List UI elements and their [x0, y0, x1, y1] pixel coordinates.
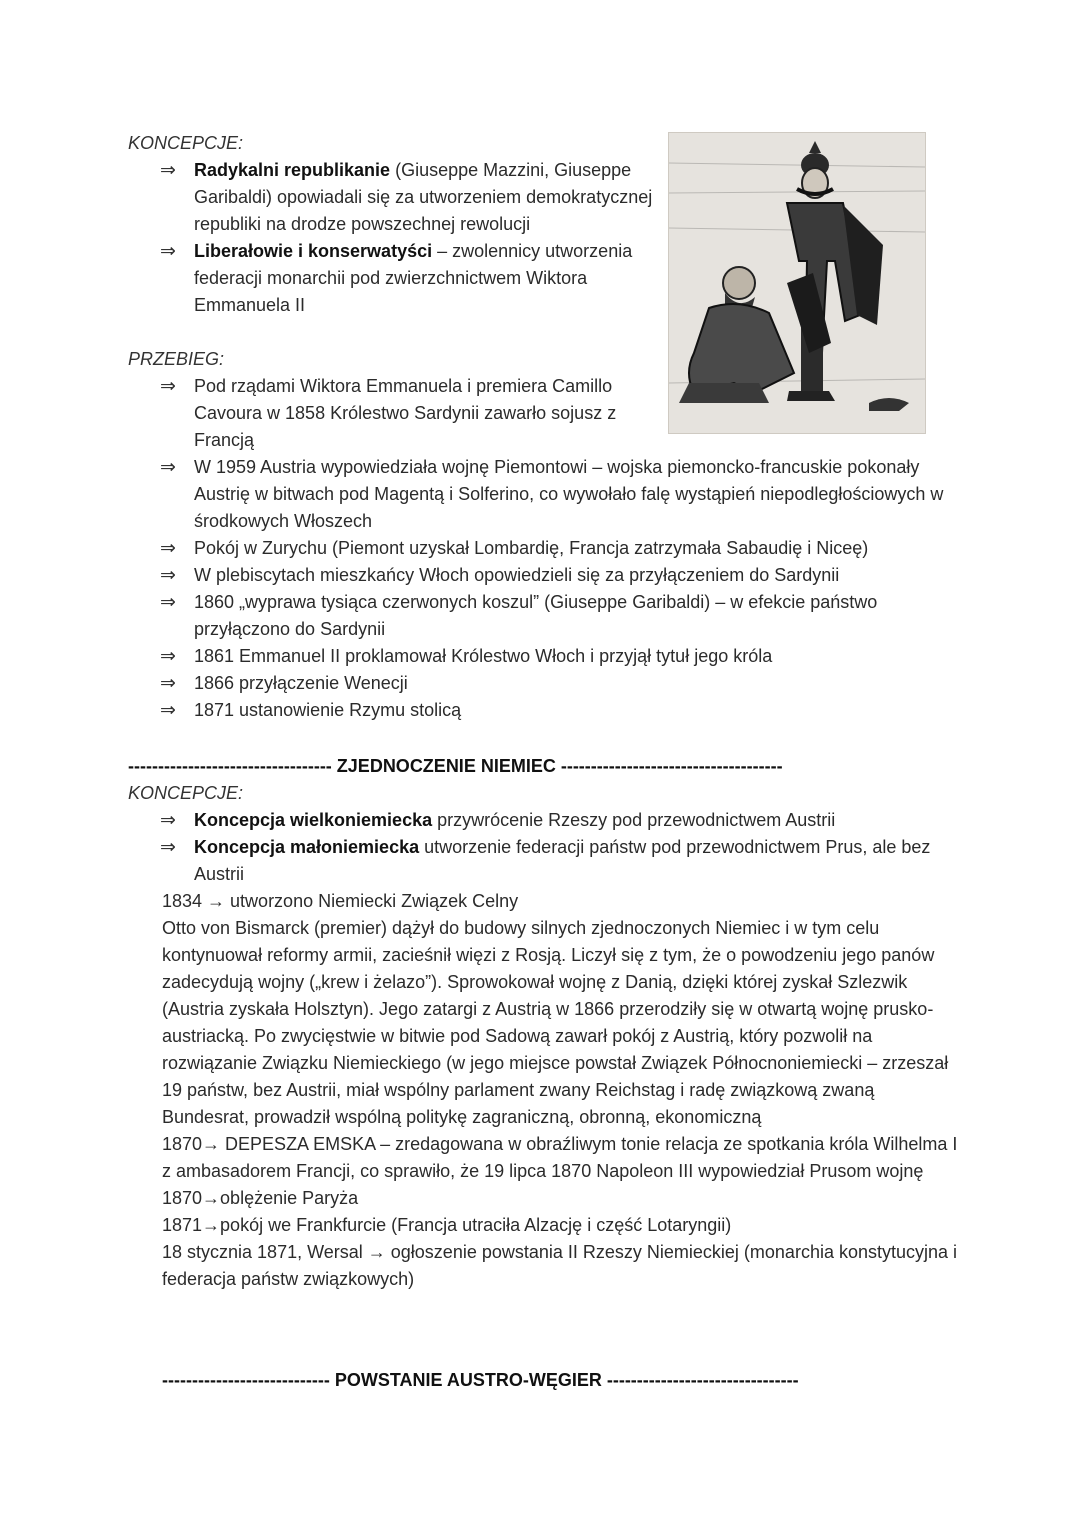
section-divider-austria-hungary: ---------------------------- POWSTANIE AUSTRO-WĘGIER -------------------------------- — [162, 1370, 799, 1390]
list-item-text: utworzenie federacji państw pod przewodnictwem Prus, ale bez Austrii — [194, 837, 931, 884]
double-arrow-icon: ⇒ — [160, 809, 176, 831]
cartoon-illustration — [668, 132, 926, 434]
list-item-text: 1866 przyłączenie Wenecji — [194, 673, 408, 693]
double-arrow-icon: ⇒ — [160, 537, 176, 559]
paragraph: 1870→ DEPESZA EMSKA – zredagowana w obraźliwym tonie relacja ze spotkania króla Wilhelma I z ambasadorem Francji, co sprawiło, że 19 lipca 1870 Napoleon III wypowiedział Prusom wojnę — [162, 1134, 958, 1181]
double-arrow-icon: ⇒ — [160, 836, 176, 858]
list-item-text: – zwolennicy utworzenia federacji monarchii pod zwierzchnictwem Wiktora Emmanuela II — [194, 241, 633, 315]
paragraph: 1834 → utworzono Niemiecki Związek Celny — [162, 891, 519, 911]
germany-concepts-heading: KONCEPCJE: — [128, 783, 244, 803]
double-arrow-icon: ⇒ — [160, 456, 176, 478]
list-item-bold: Radykalni republikanie — [194, 160, 391, 180]
germany-concepts-list — [160, 807, 960, 888]
list-item-text: 1861 Emmanuel II proklamował Królestwo Włoch i przyjął tytuł jego króla — [194, 646, 773, 666]
list-item — [160, 834, 960, 888]
italy-course-list-b — [160, 454, 950, 724]
list-item — [160, 562, 950, 589]
list-item-text: Pod rządami Wiktora Emmanuela i premiera Camillo Cavoura w 1858 Królestwo Sardynii zawarło sojusz z Francją — [194, 376, 617, 450]
double-arrow-icon: ⇒ — [160, 645, 176, 667]
paragraph: 18 stycznia 1871, Wersal → ogłoszenie powstania II Rzeszy Niemieckiej (monarchia konstytucyjna i federacja państw związkowych) — [162, 1242, 958, 1289]
double-arrow-icon: ⇒ — [160, 591, 176, 613]
list-item — [160, 454, 950, 535]
italy-concepts-heading: KONCEPCJE: — [128, 133, 244, 153]
list-item-text: 1860 „wyprawa tysiąca czerwonych koszul” (Giuseppe Garibaldi) – w efekcie państwo przyłączono do Sardynii — [194, 592, 878, 639]
list-item-text: (Giuseppe Mazzini, Giuseppe Garibaldi) opowiadali się za utworzeniem demokratycznej republiki na drodze powszechnej rewolucji — [194, 160, 653, 234]
section-divider-germany: ---------------------------------- ZJEDNOCZENIE NIEMIEC ------------------------------------- — [128, 756, 783, 776]
cartoon-illustration-icon — [669, 133, 925, 433]
list-item — [160, 535, 950, 562]
list-item — [160, 643, 950, 670]
list-item-text: Pokój w Zurychu (Piemont uzyskał Lombardię, Francja zatrzymała Sabaudię i Niceę) — [194, 538, 869, 558]
double-arrow-icon: ⇒ — [160, 159, 176, 181]
italy-concepts-list — [160, 157, 660, 319]
list-item-bold: Koncepcja małoniemiecka — [194, 837, 420, 857]
double-arrow-icon: ⇒ — [160, 375, 176, 397]
double-arrow-icon: ⇒ — [160, 699, 176, 721]
double-arrow-icon: ⇒ — [160, 240, 176, 262]
list-item — [160, 157, 660, 238]
double-arrow-icon: ⇒ — [160, 672, 176, 694]
list-item — [160, 589, 950, 643]
list-item-text: przywrócenie Rzeszy pod przewodnictwem Austrii — [432, 810, 836, 830]
paragraph: 1870→oblężenie Paryża — [162, 1188, 359, 1208]
paragraph: Otto von Bismarck (premier) dążył do budowy silnych zjednoczonych Niemiec i w tym celu kontynuował reformy armii, zacieśnił więzi z Rosją. Liczył się z tym, że o powodzeniu jego panów zadecydują wojny („krew i żelazo”). Sprowokował wojnę z Danią, dzięki której zyskał Szlezwik (Austria zyskała Holsztyn). Jego zatargi z Austrią w 1866 przerodziły się w otwartą wojnę prusko-austriacką. Po zwycięstwie w bitwie pod Sadową zawarł pokój z Austrią, który pozwolił na rozwiązanie Związku Niemieckiego (w jego miejsce powstał Związek Północnoniemiecki – zrzeszał 19 państw, bez Austrii, miał wspólny parlament zwany Reichstag i radę związkową zwaną Bundesrat, prowadził wspólną politykę zagraniczną, obronną, ekonomiczną — [162, 918, 949, 1127]
list-item — [160, 697, 950, 724]
list-item-bold: Koncepcja wielkoniemiecka — [194, 810, 433, 830]
list-item-bold: Liberałowie i konserwatyści — [194, 241, 433, 261]
list-item-text: W 1959 Austria wypowiedziała wojnę Piemontowi – wojska piemoncko-francuskie pokonały Austrię w bitwach pod Magentą i Solferino, co wywołało falę wystąpień niepodległościowych w środkowych Włoszech — [194, 457, 944, 531]
paragraph: 1871→pokój we Frankfurcie (Francja utraciła Alzację i część Lotaryngii) — [162, 1215, 732, 1235]
list-item — [160, 670, 950, 697]
double-arrow-icon: ⇒ — [160, 564, 176, 586]
list-item-text: 1871 ustanowienie Rzymu stolicą — [194, 700, 462, 720]
germany-paragraphs — [162, 888, 962, 1293]
list-item-text: W plebiscytach mieszkańcy Włoch opowiedzieli się za przyłączeniem do Sardynii — [194, 565, 840, 585]
italy-course-heading: PRZEBIEG: — [128, 349, 225, 369]
list-item — [160, 807, 960, 834]
list-item — [160, 373, 660, 454]
list-item — [160, 238, 660, 319]
italy-course-list-a — [160, 373, 660, 454]
